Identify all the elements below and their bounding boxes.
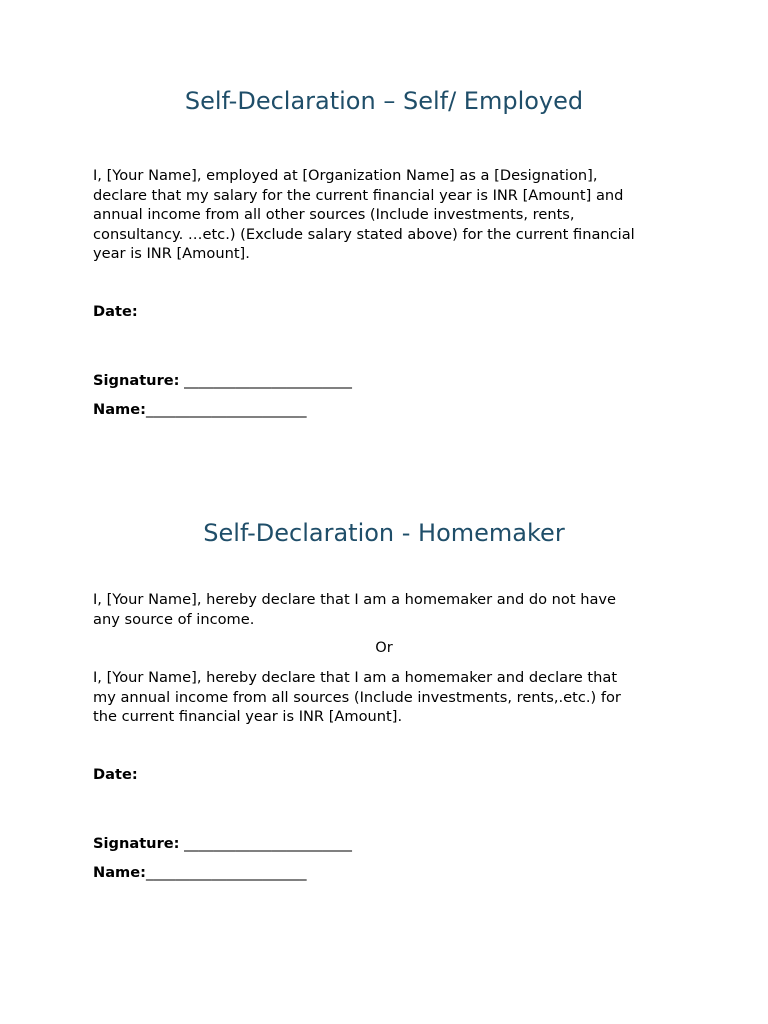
name-field-homemaker [93,863,307,883]
signature-line: _______________________ [179,835,352,852]
signature-label: Signature: [93,372,180,389]
signature-field-employed [93,371,352,391]
date-label: Date: [93,766,138,783]
name-line: ______________________ [146,864,307,881]
signature-label: Signature: [93,835,180,852]
or-separator: Or [375,639,393,656]
name-field-employed [93,400,307,420]
signature-line: _______________________ [179,372,352,389]
title-self-employed: Self-Declaration – Self/ Employed [184,87,584,115]
date-field-employed [93,302,138,322]
title-homemaker: Self-Declaration - Homemaker [203,519,565,547]
declaration-paragraph-employed: I, [Your Name], employed at [Organization Name] as a [Designation], declare that my salary for the current financial year is INR [Amount] and annual income from all other sources (Include investments, rents, consultancy. …etc.) (Exclude salary stated above) for the current financial year is INR [Amount]. [93,167,635,262]
name-label: Name: [93,864,147,881]
name-label: Name: [93,401,147,418]
signature-field-homemaker [93,834,352,854]
declaration-paragraph-homemaker-income: I, [Your Name], hereby declare that I am a homemaker and declare that my annual income from all sources (Include investments, rents,.etc.) for the current financial year is INR [Amount]. [93,669,621,725]
date-field-homemaker [93,765,138,785]
name-line: ______________________ [146,401,307,418]
declaration-paragraph-homemaker-no-income: I, [Your Name], hereby declare that I am a homemaker and do not have any source of income. [93,591,617,628]
date-label: Date: [93,303,138,320]
